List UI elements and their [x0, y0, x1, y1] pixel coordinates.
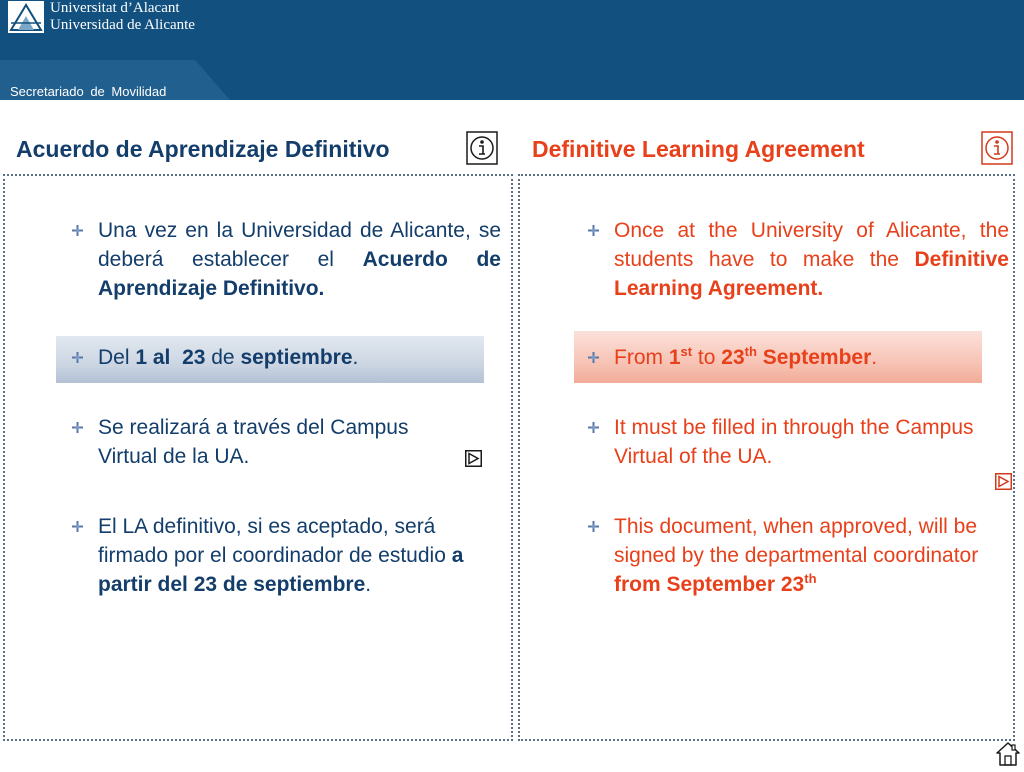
date-start: 1 al	[135, 346, 171, 369]
date-month: September	[756, 346, 872, 369]
date-end: 23	[721, 346, 745, 369]
bullet-bold-text: a partir del 23 de septiembre	[98, 544, 464, 596]
bullet-text: Una vez en la Universidad de Alicante, se deberá establecer el	[98, 219, 501, 271]
bullet-marker-icon	[72, 422, 83, 433]
list-item	[614, 413, 986, 471]
bullet-bold-text: Definitive Learning Agreement.	[614, 248, 1009, 300]
date-month: septiembre	[240, 346, 353, 369]
info-icon[interactable]	[981, 131, 1013, 165]
department-name: Secretariado de Movilidad	[10, 84, 167, 99]
university-name-es: Universidad de Alicante	[50, 17, 195, 33]
bullet-text: Se realizará a través del Campus Virtual de la UA.	[98, 416, 409, 468]
bullet-marker-icon	[588, 422, 599, 433]
spanish-title: Acuerdo de Aprendizaje Definitivo	[16, 136, 390, 162]
date-end: 23	[182, 346, 206, 369]
link-arrow-icon[interactable]	[465, 450, 482, 467]
header-banner	[0, 0, 1024, 100]
date-text: Del	[98, 346, 136, 369]
university-names	[50, 0, 195, 34]
date-text: From	[614, 346, 669, 369]
bullet-marker-icon	[72, 352, 83, 363]
list-item	[614, 343, 974, 372]
date-text: to	[692, 346, 722, 369]
bullet-bold-text: Acuerdo de Aprendizaje Definitivo.	[98, 248, 501, 300]
university-logo	[8, 1, 44, 33]
date-text: de	[205, 346, 241, 369]
bullet-text: El LA definitivo, si es aceptado, será firmado por el coordinador de estudio	[98, 515, 452, 567]
list-item	[98, 413, 470, 471]
date-period: .	[352, 346, 359, 369]
bullet-marker-icon	[588, 225, 599, 236]
list-item	[98, 343, 478, 372]
info-icon[interactable]	[466, 131, 498, 165]
bullet-bold-text: from September 23	[614, 573, 805, 596]
home-icon[interactable]	[995, 741, 1021, 767]
english-title: Definitive Learning Agreement	[532, 136, 865, 162]
university-name-ca: Universitat d’Alacant	[50, 0, 180, 16]
date-spacer	[170, 346, 182, 369]
link-arrow-icon[interactable]	[995, 473, 1012, 490]
list-item	[98, 216, 501, 303]
bullet-marker-icon	[72, 225, 83, 236]
bullet-marker-icon	[72, 521, 83, 532]
date-end-suffix: th	[744, 344, 757, 359]
bullet-text: Once at the University of Alicante, the students have to make the	[614, 219, 1009, 271]
bullet-marker-icon	[588, 521, 599, 532]
bullet-marker-icon	[588, 352, 599, 363]
bullet-text: This document, when approved, will be signed by the departmental coordinator	[614, 515, 979, 567]
list-item	[614, 216, 1009, 303]
date-suffix: th	[804, 571, 817, 586]
date-start-suffix: st	[680, 344, 693, 359]
list-item	[98, 512, 508, 599]
bullet-period: .	[365, 573, 372, 596]
date-start: 1	[668, 346, 681, 369]
list-item	[614, 512, 1009, 599]
bullet-text: It must be filled in through the Campus Virtual of the UA.	[614, 416, 974, 468]
date-period: .	[871, 346, 878, 369]
